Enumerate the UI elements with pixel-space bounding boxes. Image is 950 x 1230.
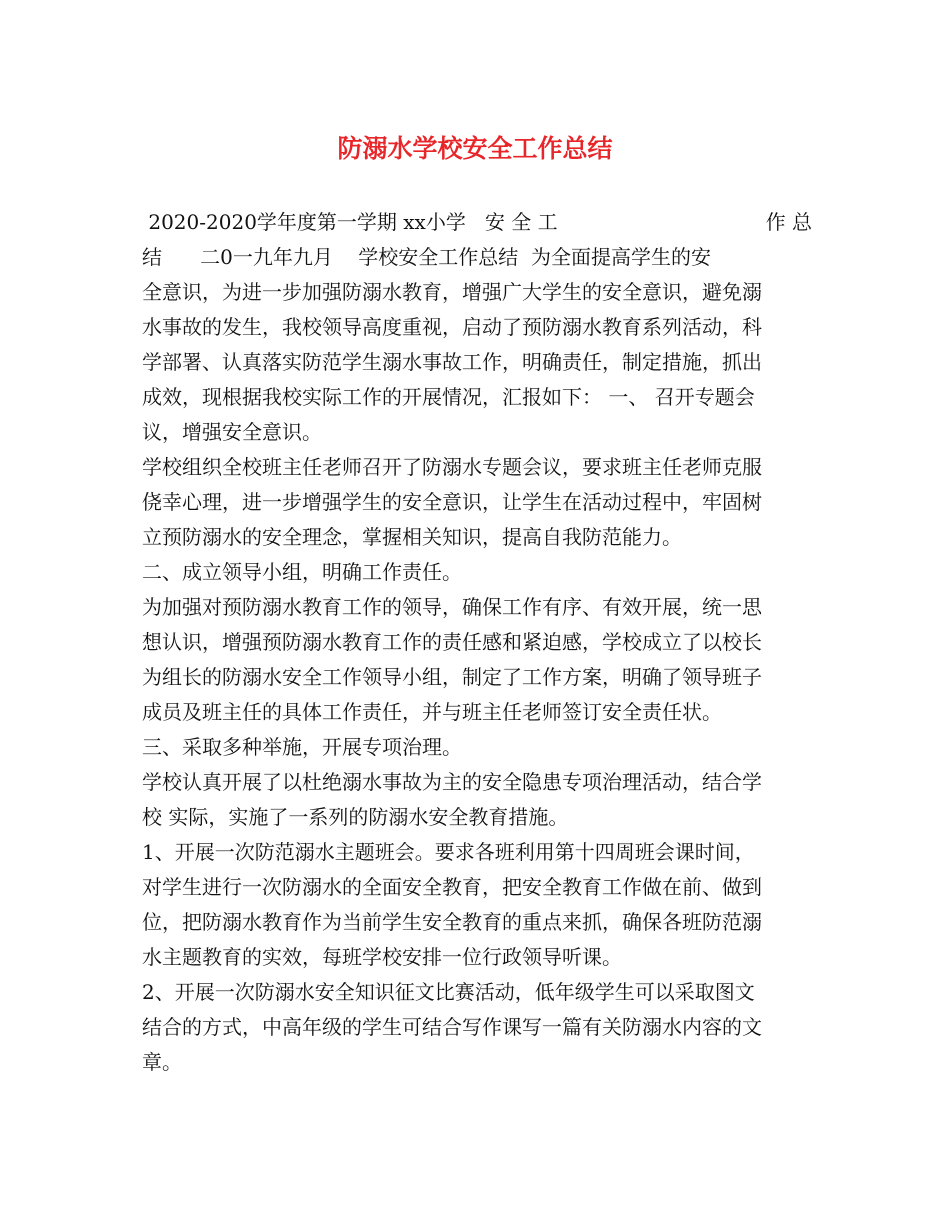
text-line: 水主题教育的实效，每班学校安排一位行政领导听课。 bbox=[142, 945, 622, 969]
text-line: 2、开展一次防溺水安全知识征文比赛活动，低年级学生可以采取图文 bbox=[142, 980, 755, 1004]
text-line: 1、开展一次防范溺水主题班会。要求各班利用第十四周班会课时间， bbox=[142, 840, 755, 864]
text-line: 成员及班主任的具体工作责任，并与班主任老师签订安全责任状。 bbox=[142, 700, 722, 724]
text-line: 议，增强安全意识。 bbox=[142, 420, 322, 444]
text-line: 结合的方式，中高年级的学生可结合写作课写一篇有关防溺水内容的文 bbox=[142, 1015, 762, 1039]
text-line: 学校认真开展了以杜绝溺水事故为主的安全隐患专项治理活动，结合学 bbox=[142, 770, 762, 794]
text-line bbox=[142, 205, 812, 240]
text-segment: 作 总 bbox=[765, 210, 812, 234]
text-segment: 结 二0一九年九月 学校安全工作总结 为全面提高学生的安 bbox=[142, 245, 712, 269]
text-line: 校 实际，实施了一系列的防溺水安全教育措施。 bbox=[142, 805, 569, 829]
text-line: 立预防溺水的安全理念，掌握相关知识，提高自我防范能力。 bbox=[142, 525, 682, 549]
text-line: 章。 bbox=[142, 1050, 182, 1074]
text-segment: 2020-2020学年度第一学期 xx小学 安 全 工 bbox=[142, 210, 558, 234]
document-title: 防溺水学校安全工作总结 bbox=[337, 134, 613, 163]
text-line: 对学生进行一次防溺水的全面安全教育，把安全教育工作做在前、做到 bbox=[142, 875, 762, 899]
text-line: 为加强对预防溺水教育工作的领导，确保工作有序、有效开展，统一思 bbox=[142, 595, 762, 619]
text-line: 想认识，增强预防溺水教育工作的责任感和紧迫感，学校成立了以校长 bbox=[142, 630, 762, 654]
text-line: 水事故的发生，我校领导高度重视，启动了预防溺水教育系列活动，科 bbox=[142, 315, 762, 339]
section-heading: 三、采取多种举施，开展专项治理。 bbox=[142, 735, 462, 759]
section-heading: 二、成立领导小组，明确工作责任。 bbox=[142, 560, 462, 584]
text-line: 位，把防溺水教育作为当前学生安全教育的重点来抓，确保各班防范溺 bbox=[142, 910, 762, 934]
text-line: 侥幸心理，进一步增强学生的安全意识，让学生在活动过程中，牢固树 bbox=[142, 490, 762, 514]
text-line: 学校组织全校班主任老师召开了防溺水专题会议，要求班主任老师克服 bbox=[142, 455, 762, 479]
text-line: 全意识，为进一步加强防溺水教育，增强广大学生的安全意识，避免溺 bbox=[142, 280, 762, 304]
text-line: 学部署、认真落实防范学生溺水事故工作，明确责任，制定措施，抓出 bbox=[142, 350, 762, 374]
text-line bbox=[142, 240, 812, 275]
text-line: 为组长的防溺水安全工作领导小组，制定了工作方案，明确了领导班子 bbox=[142, 665, 762, 689]
text-line: 成效，现根据我校实际工作的开展情况，汇报如下： 一、 召开专题会 bbox=[142, 385, 755, 409]
document-body bbox=[142, 205, 812, 1080]
